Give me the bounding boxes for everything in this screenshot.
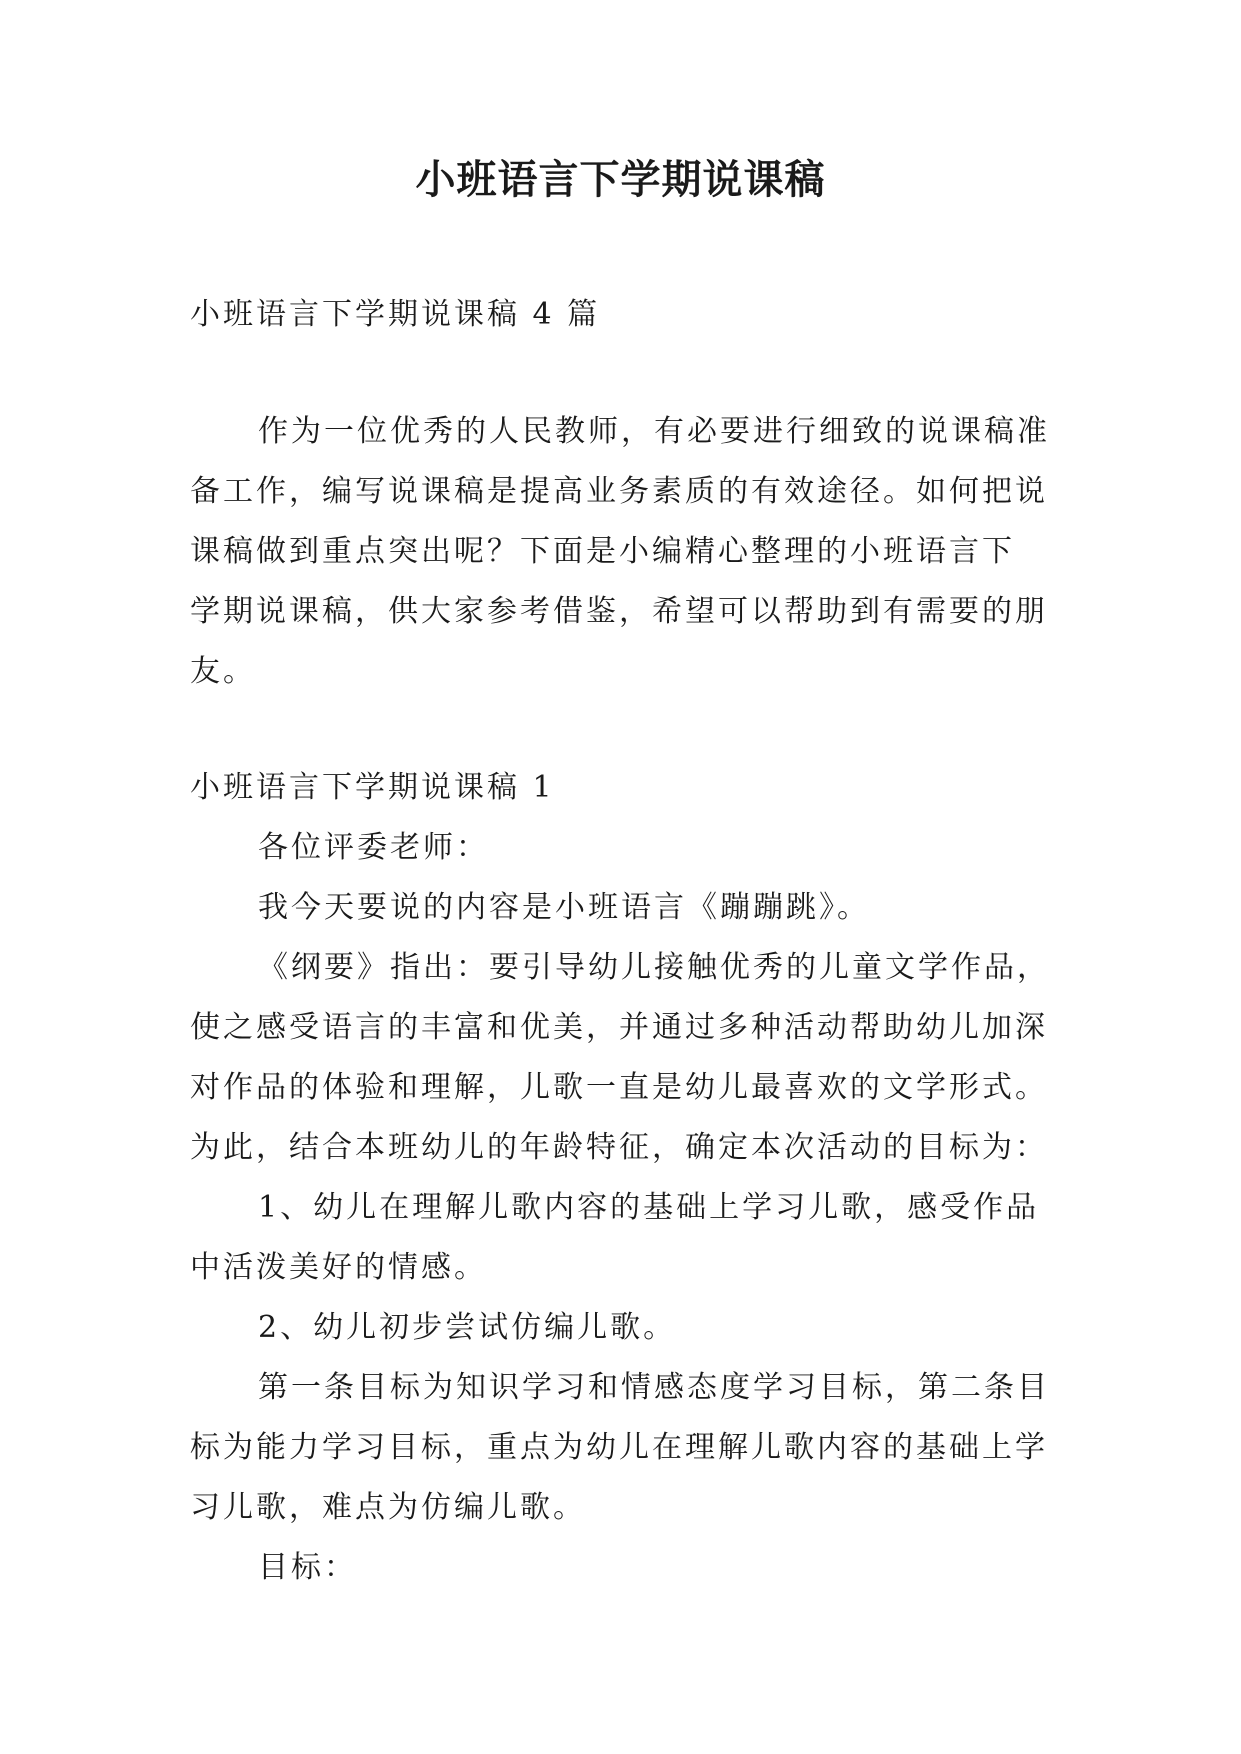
section-line: 对作品的体验和理解，儿歌一直是幼儿最喜欢的文学形式。 [190,1070,1048,1105]
subtitle-line: 小班语言下学期说课稿 4 篇 [190,297,601,332]
section-line: 标为能力学习目标，重点为幼儿在理解儿歌内容的基础上学 [190,1430,1048,1465]
intro-line: 作为一位优秀的人民教师，有必要进行细致的说课稿准 [258,414,1050,449]
section-line: 《纲要》指出：要引导幼儿接触优秀的儿童文学作品， [258,950,1050,985]
section-line: 1、幼儿在理解儿歌内容的基础上学习儿歌，感受作品 [258,1190,1040,1225]
section-line: 我今天要说的内容是小班语言《蹦蹦跳》。 [258,890,870,925]
section-line: 为此，结合本班幼儿的年龄特征，确定本次活动的目标为： [190,1130,1048,1165]
section-heading: 小班语言下学期说课稿 1 [190,770,555,805]
intro-paragraph [190,402,1052,702]
intro-line: 课稿做到重点突出呢？下面是小编精心整理的小班语言下 [190,534,1015,569]
section-line: 使之感受语言的丰富和优美，并通过多种活动帮助幼儿加深 [190,1010,1048,1045]
section-line: 目标： [258,1550,357,1585]
section-line: 2、幼儿初步尝试仿编儿歌。 [258,1310,677,1345]
document-subtitle [190,285,1052,345]
intro-line: 备工作，编写说课稿是提高业务素质的有效途径。如何把说 [190,474,1048,509]
section-line: 各位评委老师： [258,830,489,865]
intro-line: 学期说课稿，供大家参考借鉴，希望可以帮助到有需要的朋 [190,594,1048,629]
intro-line: 友。 [190,654,256,689]
document-title: 小班语言下学期说课稿 [415,156,826,203]
section-1 [190,758,1052,1598]
section-line: 第一条目标为知识学习和情感态度学习目标，第二条目 [258,1370,1050,1405]
section-line: 中活泼美好的情感。 [190,1250,487,1285]
section-line: 习儿歌，难点为仿编儿歌。 [190,1490,586,1525]
